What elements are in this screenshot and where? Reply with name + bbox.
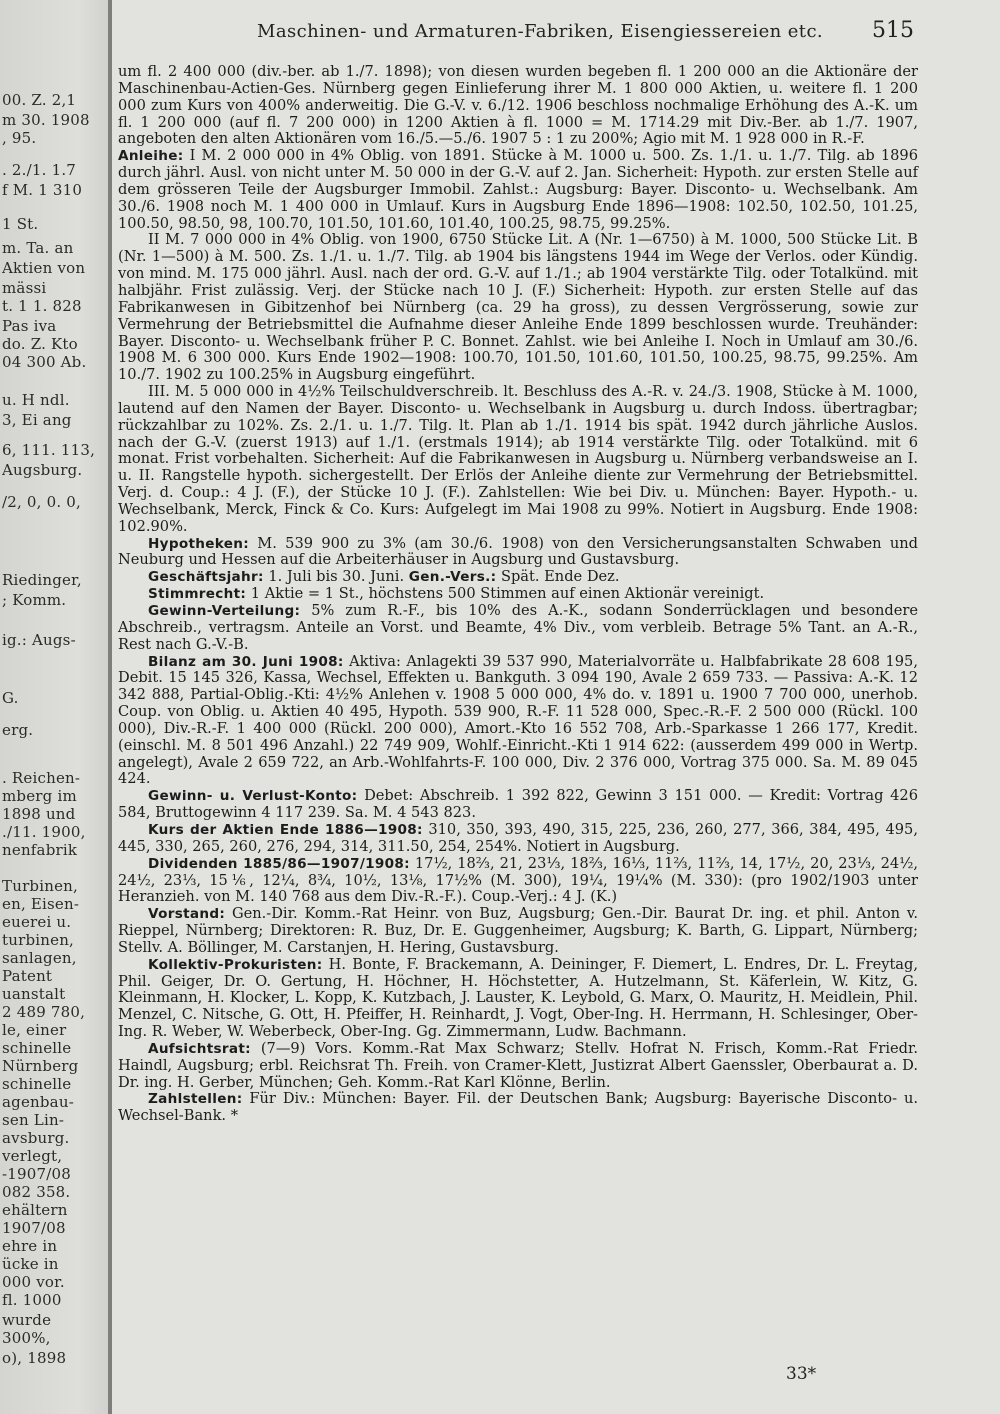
gutter-fragment: Nürnberg [2,1058,79,1074]
gutter-fragment: 6, 111. 113, [2,442,96,458]
section-heading: Anleihe: [118,148,184,165]
paragraph [118,654,918,789]
paragraph [118,384,918,536]
gutter-fragment: , 95. [2,130,37,146]
gutter-fragment: sen Lin- [2,1112,65,1128]
paragraph-text: 1. Juli bis 30. Juni. [263,568,409,586]
gutter-fragment: m. Ta. an [2,240,74,256]
paragraph-text: II M. 7 000 000 in 4% Oblig. von 1900, 6750 Stücke Lit. A (Nr. 1—6750) à M. 1000, 500 Stücke Lit. B (Nr. 1—500) à M. 500. Zs. 1./1. u. 1./7. Tilg. ab 1904 bis längstens 1944 im Wege der Verlos. oder Kündig. von mind. M. 175 000 jährl. Ausl. nach der ord. G.-V. auf 1./1.; ab 1904 verstärkte Tilg. oder Totalkünd. mit halbjähr. Frist zulässig. Verj. der Stücke nach 10 J. (F.) Sicherheit: Hypoth. zur ersten Stelle auf das Fabrikanwesen in Gibitzenhof bei Nürnberg (ca. 29 ha gross), zu dessen Vergrösserung, sowie zur Vermehrung der Betriebsmittel die Aufnahme dieser Anleihe Ende 1899 beschlossen wurde. Treuhänder: Bayer. Disconto- u. Wechselbank früher P. C. Bonnet. Zahlst. wie bei Anleihe I. Noch in Umlauf am 30./6. 1908 M. 6 300 000. Kurs Ende 1902—1908: 100.70, 101.50, 101.60, 101.50, 100.25, 98.75, 99.25%. Am 10./7. 1902 zu 100.25% in Augsburg eingeführt. [118,231,918,384]
page-fold-shadow [108,0,112,1414]
gutter-fragment: 1898 und [2,806,76,822]
gutter-fragment: Turbinen, [2,878,79,894]
paragraph-text: Aktiva: Anlagekti 39 537 990, Materialvorräte u. Halbfabrikate 28 608 195, Debit. 15 145 326, Kassa, Wechsel, Effekten u. Bankguth. 3 094 190, Avale 2 659 733. — Passiva: A.-K. 12 342 888, Partial-Oblig.-Kti: 4½% Anlehen v. 1908 5 000 000, 4% do. v. 1891 u. 1900 7 700 000, unerhob. Coup. von Oblig. u. Aktien 40 495, Hypoth. 539 900, R.-F. 11 528 000, Spec.-R.-F. 2 500 000 (Rückl. 100 000), Div.-R.-F. 1 400 000 (Rückl. 200 000), Amort.-Kto 16 552 708, Arb.-Sparkasse 1 266 177, Kredit. (einschl. M. 8 501 496 Anzahl.) 22 749 909, Wohlf.-Einricht.-Kti 1 914 622: (ausserdem 499 000 in Wertp. angelegt), Avale 2 659 722, an Arb.-Wohlfahrts-F. 100 000, Div. 2 376 000, Vortrag 375 000. Sa. M. 89 045 424. [118,652,918,788]
gutter-fragment: 000 vor. [2,1274,65,1290]
gutter-fragment: agenbau- [2,1094,74,1110]
signature-mark: 33* [786,1364,817,1384]
paragraph [118,1091,918,1125]
gutter-fragment: m 30. 1908 [2,112,90,128]
gutter-fragment: 082 358. [2,1184,71,1200]
paragraph [118,64,918,148]
paragraph [118,569,918,586]
gutter-fragment: turbinen, [2,932,75,948]
paragraph-text: H. Bonte, F. Brackemann, A. Deininger, F. Diemert, L. Endres, Dr. L. Freytag, Phil. Geiger, Dr. O. Gertung, H. Höchner, H. Höchstetter, A. Hutzelmann, St. Käferlein, W. Kitz, G. Kleinmann, H. Klocker, L. Kopp, K. Kutzbach, J. Lauster, K. Leybold, G. Marx, O. Mauritz, H. Meidlein, Phil. Menzel, C. Nitsche, G. Ott, H. Pfeiffer, H. Reinhardt, J. Vogt, Ober-Ing. H. Herrmann, H. Schlesinger, Ober-Ing. R. Weber, W. Weberbeck, Ober-Ing. Gg. Zimmermann, Ludw. Bachmann. [118,955,918,1041]
paragraph-text: (7—9) Vors. Komm.-Rat Max Schwarz; Stellv. Hofrat N. Frisch, Komm.-Rat Friedr. Haindl, Augsburg; erbl. Reichsrat Th. Freih. von Cramer-Klett, Justizrat Albert Gaenssler, Oberbaurat a. D. Dr. ing. H. Gerber, München; Geh. Komm.-Rat Karl Klönne, Berlin. [118,1039,918,1091]
paragraph-text: III. M. 5 000 000 in 4½% Teilschuldverschreib. lt. Beschluss des A.-R. v. 24./3. 1908, Stücke à M. 1000, lautend auf den Namen der Bayer. Disconto- u. Wechselbank in Augsburg u. durch Indoss. übertragbar; rückzahlbar zu 102%. Zs. 2./1. u. 1./7. Tilg. lt. Plan ab 1./1. 1914 bis spät. 1942 durch jährliche Auslos. nach der G.-V. (zuerst 1913) auf 1./1. (erstmals 1914); ab 1914 verstärkte Tilg. oder Totalkünd. mit 6 monat. Frist vorbehalten. Sicherheit: Auf die Fabrikanwesen in Augsburg u. Nürnberg verbandsweise an I. u. II. Rangstelle hypoth. sichergestellt. Der Erlös der Anleihe diente zur Vermehrung der Betriebsmittel. Verj. d. Coup.: 4 J. (F.), der Stücke 10 J. (F.). Zahlstellen: Wie bei Div. u. München: Bayer. Hypoth.- u. Wechselbank, Merck, Finck & Co. Kurs: Aufgelegt im Mai 1908 zu 99%. Notiert in Augsburg. Ende 1908: 102.90%. [118,383,918,535]
gutter-fragment: le, einer [2,1022,67,1038]
paragraph [118,586,918,603]
gutter-fragment: o), 1898 [2,1350,67,1366]
gutter-fragment: schinelle [2,1076,72,1092]
page-header [122,18,922,48]
section-heading: Kurs der Aktien Ende 1886—1908: [148,821,423,838]
gutter-fragment: ; Komm. [2,592,67,608]
gutter-fragment: avsburg. [2,1130,70,1146]
paragraph-text: um fl. 2 400 000 (div.-ber. ab 1./7. 1898); von diesen wurden begeben fl. 1 200 000 an die Aktionäre der Maschinenbau-Actien-Ges. Nürnberg gegen Einlieferung ihrer M. 1 800 000 Aktien, u. weitere fl. 1 200 000 zum Kurs von 400% anderweitig. Die G.-V. v. 6./12. 1906 beschloss nochmalige Erhöhung des A.-K. um fl. 1 200 000 (auf fl. 7 200 000) in 1200 Aktien à fl. 1000 = M. 1714.29 mit Div.-Ber. ab 1./7. 1907, angeboten den alten Aktionären vom 16./5.—5./6. 1907 5 : 1 zu 200%; Agio mit M. 1 928 000 in R.-F. [118,63,918,148]
gutter-fragment: ehre in [2,1238,58,1254]
gutter-fragment: 00. Z. 2,1 [2,92,77,108]
paragraph [118,603,918,654]
paragraph-text: Für Div.: München: Bayer. Fil. der Deutschen Bank; Augsburg: Bayerische Disconto- u. Wechsel-Bank. * [118,1090,918,1125]
gutter-fragment: /2, 0, 0. 0, [2,494,82,510]
paragraph-text: M. 539 900 zu 3% (am 30./6. 1908) von den Versicherungsanstalten Schwaben und Neuburg und Hessen auf die Arbeiterhäuser in Augsburg und Gustavsburg. [118,534,918,569]
gutter-fragment: mberg im [2,788,77,804]
gutter-fragment: 3, Ei ang [2,412,72,428]
paragraph-text: I M. 2 000 000 in 4% Oblig. von 1891. Stücke à M. 1000 u. 500. Zs. 1./1. u. 1./7. Tilg. ab 1896 durch jährl. Ausl. von nicht unter M. 50 000 in der G.-V. auf 2. Jan. Sicherheit: Hypoth. zur ersten Stelle auf dem grösseren Teile der Augsburger Immobil. Zahlst.: Augsburg: Bayer. Disconto- u. Wechselbank. Am 30./6. 1908 noch M. 1 400 000 in Umlauf. Kurs in Augsburg Ende 1896—1908: 102.50, 102.50, 101.25, 100.50, 98.50, 98, 100.70, 101.50, 101.60, 101.40, 100.25, 98.75, 99.25%. [118,147,918,232]
gutter-fragment: ./11. 1900, [2,824,86,840]
paragraph [118,822,918,856]
paragraph-text: 5% zum R.-F., bis 10% des A.-K., sodann Sonderrücklagen und besondere Abschreib., vertragsm. Anteile an Vorst. und Beamte, 4% Div., vom verbleib. Betrage 5% Tant. an A.-R., Rest nach G.-V.-B. [118,602,918,653]
gutter-fragment: ehältern [2,1202,68,1218]
gutter-fragment: erg. [2,722,34,738]
paragraph [118,232,918,384]
gutter-fragment: uanstalt [2,986,66,1002]
paragraph [118,536,918,570]
gutter-fragment: u. H ndl. [2,392,70,408]
gutter-fragment: t. 1 1. 828 [2,298,82,314]
paragraph [118,148,918,232]
gutter-fragment: 2 489 780, [2,1004,86,1020]
paragraph [118,788,918,822]
section-heading: Hypotheken: [148,535,250,552]
gutter-fragment: ig.: Augs- [2,632,76,648]
gutter-fragment: 1907/08 [2,1220,66,1236]
paragraph-text: Spät. Ende Dez. [496,568,620,586]
gutter-fragment: en, Eisen- [2,896,80,912]
previous-page-edge [0,0,112,1414]
section-heading: Zahlstellen: [148,1091,243,1108]
gutter-fragment: Aktien von [2,260,86,276]
gutter-fragment: . Reichen- [2,770,81,786]
gutter-fragment: schinelle [2,1040,72,1056]
paragraph [118,906,918,957]
gutter-fragment: -1907/08 [2,1166,71,1182]
running-title: Maschinen- und Armaturen-Fabriken, Eisengiessereien etc. [257,21,824,42]
section-heading: Aufsichtsrat: [148,1040,251,1057]
paragraph [118,856,918,907]
gutter-fragment: . 2./1. 1.7 [2,162,77,178]
document-body [118,64,918,1125]
section-heading: Bilanz am 30. Juni 1908: [148,653,344,670]
paragraph-text: 310, 350, 393, 490, 315, 225, 236, 260, 277, 366, 384, 495, 495, 445, 330, 265, 260, 276, 294, 314, 311.50, 254, 254%. Notiert in Augsburg. [118,820,918,855]
section-heading: Geschäftsjahr: [148,569,264,586]
gutter-fragment: Patent [2,968,53,984]
gutter-fragment: fl. 1000 [2,1292,62,1308]
gutter-fragment: Augsburg. [2,462,83,478]
gutter-fragment: G. [2,690,19,706]
section-heading: Gewinn-Verteilung: [148,603,301,619]
gutter-fragment: sanlagen, [2,950,77,966]
gutter-fragment: 1 St. [2,216,39,232]
paragraph-text: 17½, 18⅔, 21, 23⅓, 18⅔, 16⅓, 11⅔, 11⅔, 14, 17½, 20, 23⅓, 24½, 24½, 23⅓, 15⅙, 12¼, 8¾, 10½, 13⅛, 17½% (M. 300), 19¼, 19¼% (M. 330): (pro 1902/1903 unter Heranzieh. von M. 140 768 aus dem Div.-R.-F.). Coup.-Verj.: 4 J. (K.) [118,854,918,906]
gutter-fragment: f M. 1 310 [2,182,83,198]
section-heading: Stimmrecht: [148,586,247,603]
section-heading: Vorstand: [148,906,226,923]
gutter-fragment: Pas iva [2,318,57,334]
gutter-fragment: 300%, [2,1330,51,1346]
gutter-fragment: nenfabrik [2,842,78,858]
gutter-fragment: mässi [2,280,47,296]
gutter-fragment: do. Z. Kto [2,336,78,352]
section-heading: Gen.-Vers.: [408,569,497,586]
gutter-fragment: Riedinger, [2,572,82,588]
gutter-fragment: ücke in [2,1256,59,1272]
gutter-fragment: wurde [2,1312,52,1328]
paragraph [118,957,918,1041]
gutter-fragment: 04 300 Ab. [2,354,87,370]
section-heading: Kollektiv-Prokuristen: [148,956,323,973]
gutter-fragment: euerei u. [2,914,72,930]
paragraph [118,1041,918,1092]
paragraph-text: 1 Aktie = 1 St., höchstens 500 Stimmen auf einen Aktionär vereinigt. [246,585,765,603]
section-heading: Dividenden 1885/86—1907/1908: [148,855,410,872]
page-number: 515 [872,18,914,43]
paragraph-text: Debet: Abschreib. 1 392 822, Gewinn 3 151 000. — Kredit: Vortrag 426 584, Bruttogewinn 4 117 239. Sa. M. 4 543 823. [118,787,918,822]
paragraph-text: Gen.-Dir. Komm.-Rat Heinr. von Buz, Augsburg; Gen.-Dir. Baurat Dr. ing. et phil. Anton v. Rieppel, Nürnberg; Direktoren: R. Buz, Dr. E. Guggenheimer, Augsburg; K. Barth, G. Lippart, Nürnberg; Stellv. A. Böllinger, M. Carstanjen, H. Hering, Gustavsburg. [118,905,918,956]
section-heading: Gewinn- u. Verlust-Konto: [148,788,358,805]
gutter-fragment: verlegt, [2,1148,63,1164]
